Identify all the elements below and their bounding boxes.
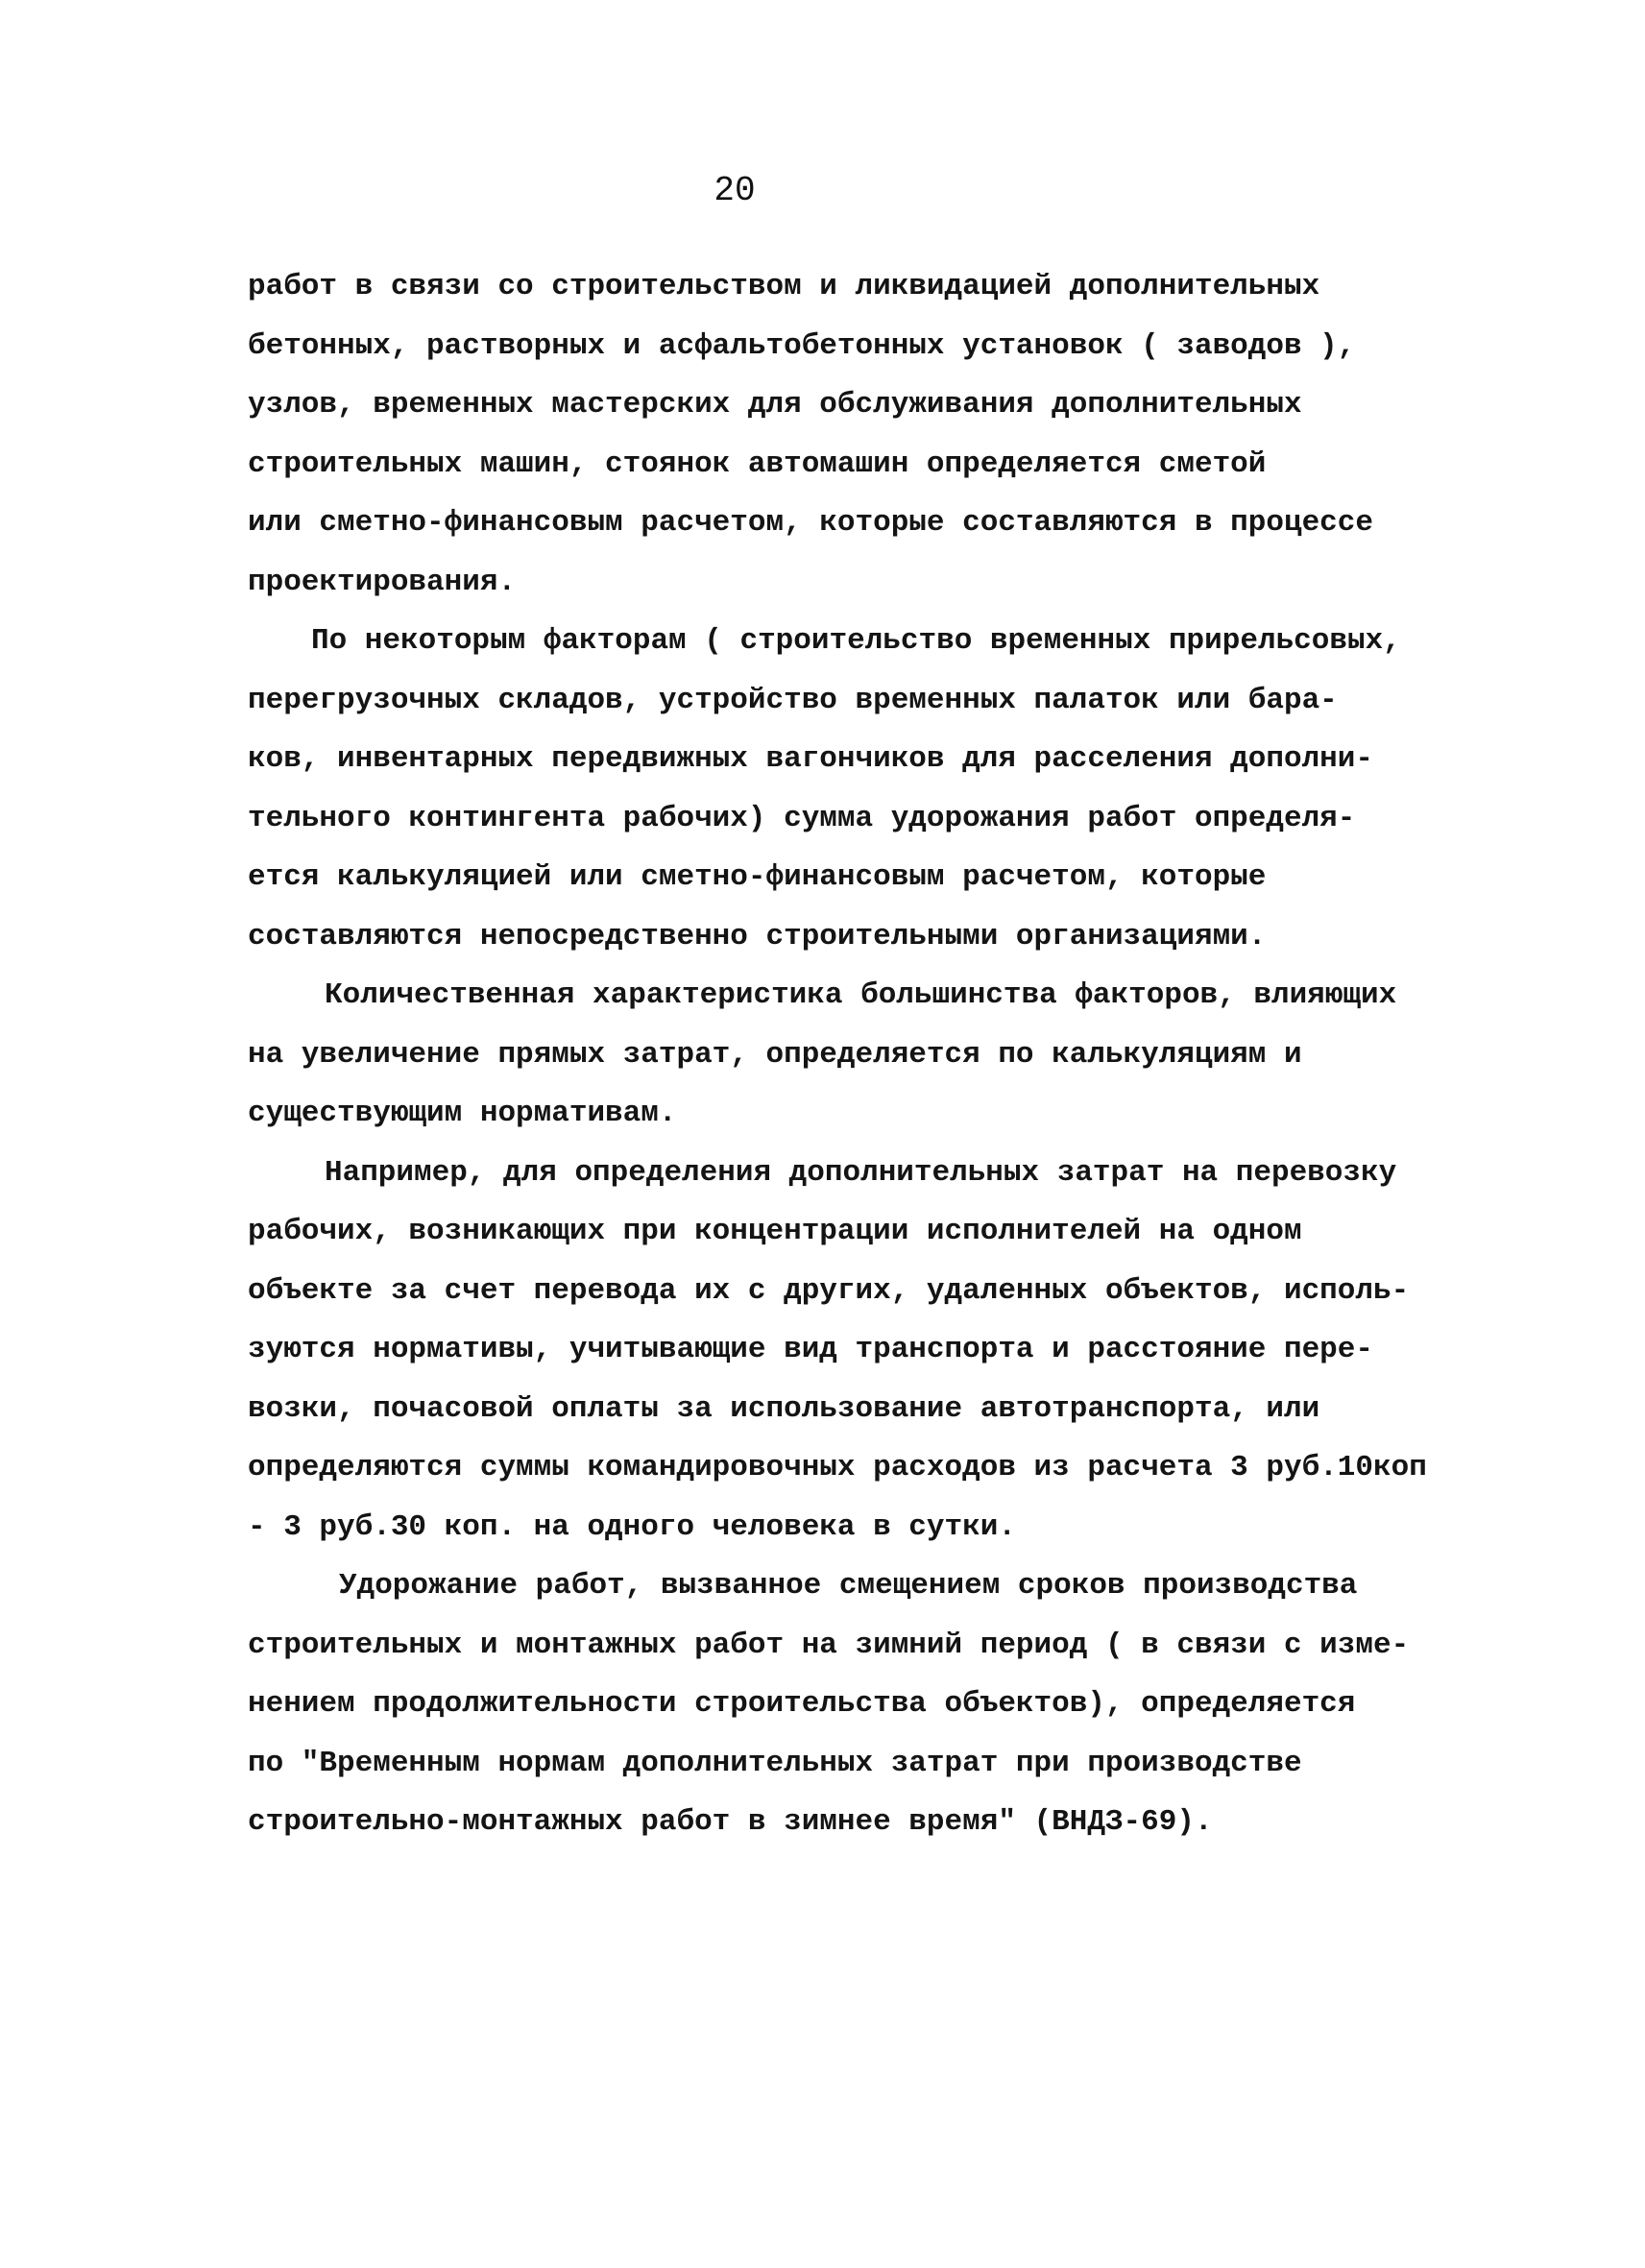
text-line: Удорожание работ, вызванное смещением сроков производства — [339, 1569, 1358, 1603]
text-line: перегрузочных складов, устройство временных палаток или бара- — [248, 683, 1338, 717]
text-line: бетонных, растворных и асфальтобетонных установок ( заводов ), — [248, 328, 1356, 363]
text-line: зуются нормативы, учитывающие вид транспорта и расстояние пере- — [248, 1333, 1373, 1366]
text-line: определяются суммы командировочных расходов из расчета 3 руб.10коп — [248, 1451, 1427, 1484]
text-line: проектирования. — [248, 565, 517, 599]
text-line: или сметно-финансовым расчетом, которые составляются в процессе — [248, 506, 1373, 540]
text-line: существующим нормативам. — [248, 1097, 677, 1130]
text-line: строительно-монтажных работ в зимнее время" (ВНДЗ-69). — [248, 1805, 1213, 1839]
text-line: - 3 руб.30 коп. на одного человека в сутки. — [248, 1509, 1016, 1544]
text-line: рабочих, возникающих при концентрации исполнителей на одном — [248, 1215, 1302, 1248]
text-line: возки, почасовой оплаты за использование автотранспорта, или — [248, 1391, 1320, 1426]
text-line: составляются непосредственно строительными организациями. — [248, 919, 1267, 953]
text-line: тельного контингента рабочих) сумма удорожания работ определя- — [248, 801, 1356, 835]
text-line: по "Временным нормам дополнительных затрат при производстве — [248, 1746, 1302, 1780]
text-line: По некоторым факторам ( строительство временных прирельсовых, — [311, 624, 1401, 658]
text-line: нением продолжительности строительства объектов), определяется — [248, 1687, 1356, 1721]
page-number: 20 — [714, 171, 756, 210]
text-line: работ в связи со строительством и ликвидацией дополнительных — [248, 270, 1320, 303]
text-line: ков, инвентарных передвижных вагончиков для расселения дополни- — [248, 742, 1373, 776]
text-line: на увеличение прямых затрат, определяется по калькуляциям и — [248, 1037, 1302, 1072]
text-line: ется калькуляцией или сметно-финансовым расчетом, которые — [248, 860, 1267, 894]
text-line: Например, для определения дополнительных затрат на перевозку — [325, 1155, 1397, 1190]
text-line: узлов, временных мастерских для обслуживания дополнительных — [248, 388, 1302, 422]
text-line: объекте за счет перевода их с других, удаленных объектов, исполь- — [248, 1273, 1410, 1308]
text-line: строительных машин, стоянок автомашин определяется сметой — [248, 446, 1267, 481]
body-text — [248, 257, 1487, 1852]
text-line: Количественная характеристика большинства факторов, влияющих — [325, 978, 1397, 1012]
text-line: строительных и монтажных работ на зимний период ( в связи с изме- — [248, 1628, 1410, 1662]
